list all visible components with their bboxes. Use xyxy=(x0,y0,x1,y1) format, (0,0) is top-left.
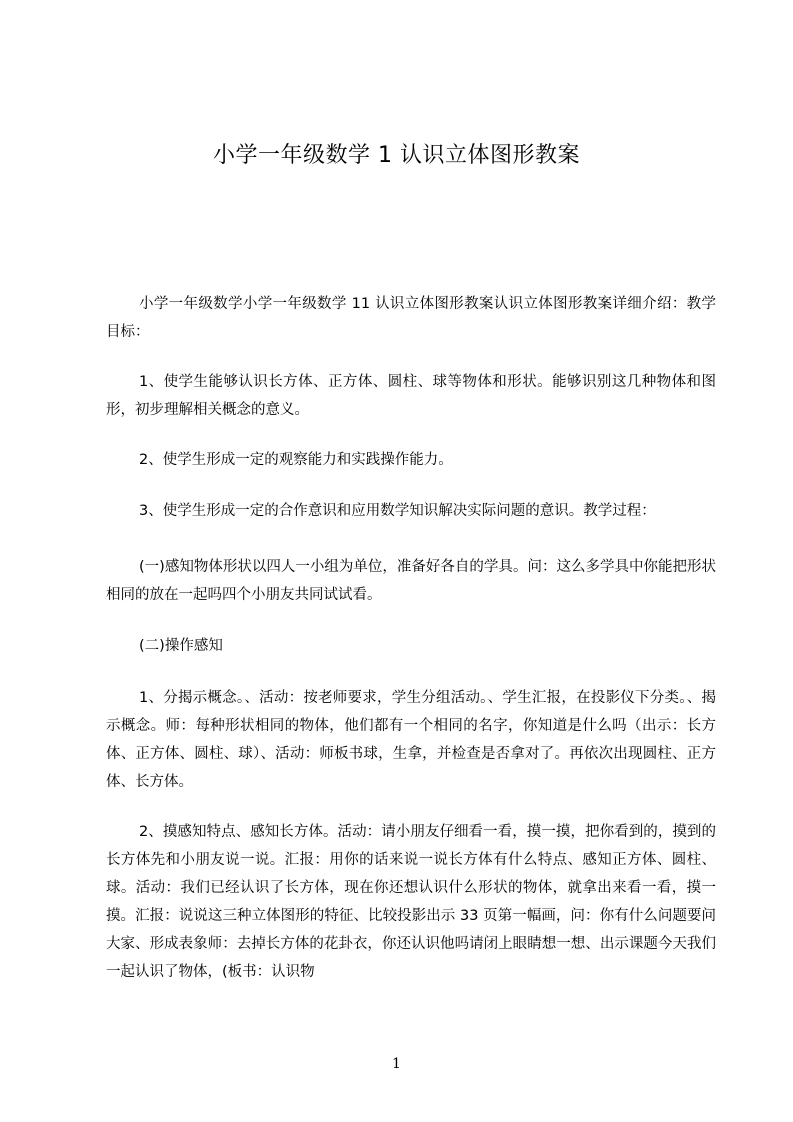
paragraph-step-2: 2、摸感知特点、感知长方体。活动：请小朋友仔细看一看，摸一摸，把你看到的，摸到的长方体先和小朋友说一说。汇报：用你的话来说一说长方体有什么特点、感知正方体、圆柱、球。活动：我们已经认识了长方体，现在你还想认识什么形状的物体，就拿出来看一看，摸一摸。汇报：说说这三种立体图形的特征、比较投影出示 33 页第一幅画，问：你有什么问题要问大家、形成表象师：去掉长方体的花卦衣，你还认识他吗请闭上眼睛想一想、出示课题今天我们一起认识了物体，(板书：认识物 xyxy=(106,824,716,980)
paragraph-step-1: 1、分揭示概念。、活动：按老师要求，学生分组活动。、学生汇报，在投影仪下分类。、揭示概念。师：每种形状相同的物体，他们都有一个相同的名字，你知道是什么吗（出示：长方体、正方体、圆柱、球）、活动：师板书球，生拿，并检查是否拿对了。再依次出现圆柱、正方体、长方体。 xyxy=(106,690,716,790)
paragraph-section-2-heading: (二)操作感知 xyxy=(139,638,223,654)
paragraph-goal-3: 3、使学生形成一定的合作意识和应用数学知识解决实际问题的意识。教学过程： xyxy=(139,503,656,519)
paragraph-goal-1: 1、使学生能够认识长方体、正方体、圆柱、球等物体和形状。能够识别这几种物体和图形，初步理解相关概念的意义。 xyxy=(106,374,716,418)
paragraph-section-1: (一)感知物体形状以四人一小组为单位，准备好各自的学具。问：这么多学具中你能把形状相同的放在一起吗四个小朋友共同试试看。 xyxy=(106,559,716,603)
document-title: 小学一年级数学 1 认识立体图形教案 xyxy=(213,143,580,168)
paragraph-goal-2: 2、使学生形成一定的观察能力和实践操作能力。 xyxy=(139,452,453,468)
paragraph-intro: 小学一年级数学小学一年级数学 11 认识立体图形教案认识立体图形教案详细介绍：教学目标： xyxy=(106,296,716,340)
page-number: 1 xyxy=(392,1056,401,1072)
